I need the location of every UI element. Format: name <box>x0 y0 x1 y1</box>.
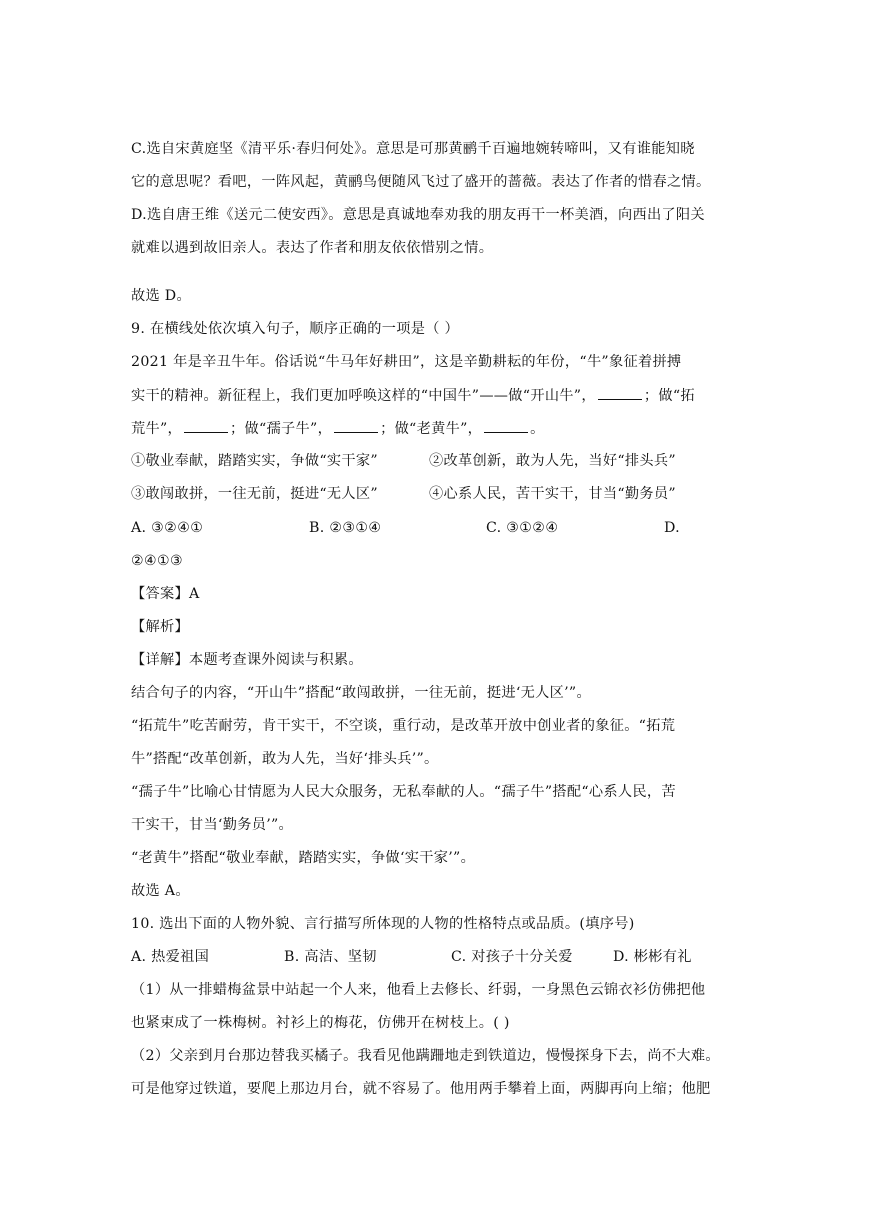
answer-label: 【答案】A <box>131 586 200 602</box>
passage-1-line-1: （1）从一排蜡梅盆景中站起一个人来，他看上去修长、纤弱，一身黑色云锦衣衫仿佛把他 <box>131 982 706 998</box>
sentence-option-3: ③敢闯敢拼，一往无前，挺进“无人区” <box>131 486 378 502</box>
sentence-option-1: ①敬业奉献，踏踏实实，争做“实干家” <box>131 453 378 469</box>
q10-option-c: C. 对孩子十分关爱 <box>451 949 573 965</box>
option-c-explanation-line-1: C.选自宋黄庭坚《清平乐·春归何处》。意思是可那黄鹂千百遍地婉转啼叫，又有谁能知晓 <box>131 141 695 157</box>
sentence-option-4: ④心系人民，苦干实干，甘当“勤务员” <box>429 486 676 502</box>
question-10-stem: 10. 选出下面的人物外貌、言行描写所体现的人物的性格特点或品质。(填序号) <box>131 916 635 932</box>
choose-d-conclusion: 故选 D。 <box>131 288 191 304</box>
passage-text: 。 <box>530 421 545 437</box>
sentence-option-2: ②改革创新，敢为人先，当好“排头兵” <box>429 453 676 469</box>
fill-blank-3 <box>334 418 378 433</box>
detail-label: 【详解】本题考查课外阅读与积累。 <box>131 652 363 668</box>
question-9-passage-line-2 <box>131 385 771 406</box>
passage-1-line-2: 也紧束成了一株梅树。衬衫上的梅花，仿佛开在树枝上。( ) <box>131 1015 510 1031</box>
option-c-explanation-line-2: 它的意思呢？看吧，一阵风起，黄鹂鸟便随风飞过了盛开的蔷薇。表达了作者的惜春之情。 <box>131 174 711 190</box>
explanation-line-2: “拓荒牛”吃苦耐劳，肯干实干，不空谈，重行动，是改革开放中创业者的象征。“拓荒 <box>131 718 676 734</box>
passage-text: ；做“拓 <box>643 388 695 404</box>
passage-text: 实干的精神。新征程上，我们更加呼唤这样的“中国牛”——做“开山牛”， <box>131 388 596 404</box>
choice-a: A. ③②④① <box>131 520 204 536</box>
analysis-label: 【解析】 <box>131 619 189 635</box>
q10-option-d: D. 彬彬有礼 <box>613 949 692 965</box>
passage-2-line-1: （2）父亲到月台那边替我买橘子。我看见他蹒跚地走到铁道边，慢慢探身下去，尚不大难。 <box>131 1048 720 1064</box>
question-9-passage-line-1: 2021 年是辛丑牛年。俗话说“牛马年好耕田”，这是辛勤耕耘的年份，“牛”象征着拼搏 <box>131 354 682 370</box>
q10-option-a: A. 热爱祖国 <box>131 949 210 965</box>
explanation-line-6: “老黄牛”搭配“敬业奉献，踏踏实实，争做‘实干家’”。 <box>131 850 476 866</box>
passage-text: 荒牛”， <box>131 421 183 437</box>
explanation-line-1: 结合句子的内容，“开山牛”搭配“敢闯敢拼，一往无前，挺进‘无人区’”。 <box>131 685 591 701</box>
choice-d: D. <box>664 520 680 536</box>
choose-a-conclusion: 故选 A。 <box>131 883 190 899</box>
explanation-line-5: 干实干，甘当‘勤务员’”。 <box>131 817 294 833</box>
choice-b: B. ②③①④ <box>309 520 382 536</box>
passage-text: ；做“孺子牛”， <box>230 421 333 437</box>
option-d-explanation-line-1: D.选自唐王维《送元二使安西》。意思是真诚地奉劝我的朋友再干一杯美酒，向西出了阳关 <box>131 207 705 223</box>
fill-blank-4 <box>484 418 528 433</box>
explanation-line-4: “孺子牛”比喻心甘情愿为人民大众服务，无私奉献的人。“孺子牛”搭配“心系人民，苦 <box>131 784 676 800</box>
choice-c: C. ③①②④ <box>486 520 559 536</box>
passage-2-line-2: 可是他穿过铁道，要爬上那边月台，就不容易了。他用两手攀着上面，两脚再向上缩；他肥 <box>131 1081 711 1097</box>
fill-blank-1 <box>598 385 642 400</box>
passage-text: ；做“老黄牛”， <box>380 421 483 437</box>
explanation-line-3: 牛”搭配“改革创新，敢为人先，当好‘排头兵’”。 <box>131 751 439 767</box>
q10-option-b: B. 高洁、坚韧 <box>284 949 377 965</box>
option-d-explanation-line-2: 就难以遇到故旧亲人。表达了作者和朋友依依惜别之情。 <box>131 240 494 256</box>
question-9-stem: 9. 在横线处依次填入句子，顺序正确的一项是（ ） <box>131 321 459 337</box>
fill-blank-2 <box>184 418 228 433</box>
question-9-passage-line-3 <box>131 418 771 439</box>
choice-d-content: ②④①③ <box>131 553 184 569</box>
